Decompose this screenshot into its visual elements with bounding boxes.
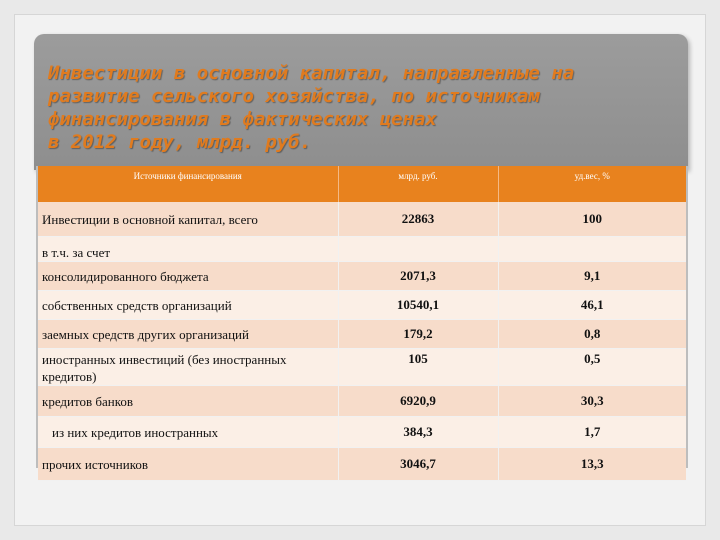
row-amount: 22863 <box>338 202 498 237</box>
table-header-row <box>38 166 686 202</box>
table-row <box>38 262 686 291</box>
row-label: кредитов банков <box>38 386 338 417</box>
row-amount: 6920,9 <box>338 386 498 417</box>
row-amount: 105 <box>338 349 498 386</box>
row-amount <box>338 237 498 262</box>
header-share: уд.вес, % <box>498 166 686 202</box>
row-share: 0,8 <box>498 320 686 349</box>
header-amount: млрд. руб. <box>338 166 498 202</box>
table-row <box>38 448 686 481</box>
table-row <box>38 202 686 237</box>
row-label: в т.ч. за счет <box>38 237 338 262</box>
row-amount: 2071,3 <box>338 262 498 291</box>
row-label: собственных средств организаций <box>38 291 338 320</box>
header-source: Источники финансирования <box>38 166 338 202</box>
row-share: 9,1 <box>498 262 686 291</box>
table-row <box>38 291 686 320</box>
row-share: 46,1 <box>498 291 686 320</box>
table-row <box>38 349 686 386</box>
row-label: из них кредитов иностранных <box>38 417 338 448</box>
slide-title: Инвестиции в основной капитал, направленные на развитие сельского хозяйства, по источникам финансирования в фактических ценах в 2012 году, млрд. руб. <box>48 62 575 153</box>
row-label: Инвестиции в основной капитал, всего <box>38 202 338 237</box>
table-row <box>38 320 686 349</box>
row-share: 1,7 <box>498 417 686 448</box>
row-share: 30,3 <box>498 386 686 417</box>
row-share: 0,5 <box>498 349 686 386</box>
row-amount: 10540,1 <box>338 291 498 320</box>
row-share: 100 <box>498 202 686 237</box>
table-row <box>38 417 686 448</box>
table-row <box>38 386 686 417</box>
row-share <box>498 237 686 262</box>
table-row <box>38 237 686 262</box>
row-label: иностранных инвестиций (без иностранных кредитов) <box>38 349 338 386</box>
row-label: заемных средств других организаций <box>38 320 338 349</box>
row-label: консолидированного бюджета <box>38 262 338 291</box>
row-amount: 384,3 <box>338 417 498 448</box>
row-share: 13,3 <box>498 448 686 481</box>
financing-table <box>38 166 686 481</box>
row-amount: 3046,7 <box>338 448 498 481</box>
row-amount: 179,2 <box>338 320 498 349</box>
row-label: прочих источников <box>38 448 338 481</box>
